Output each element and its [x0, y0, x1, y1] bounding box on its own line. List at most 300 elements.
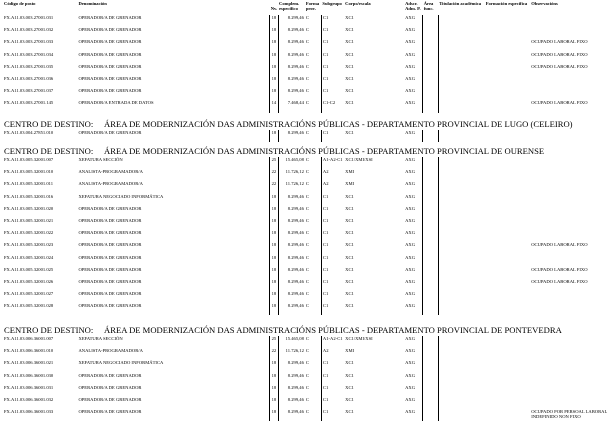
cell-denominacion: ANALISTA-PROGRAMADOR/A [78, 169, 143, 175]
cell-nivel: 14 [270, 100, 278, 112]
cell-adscr: AXG [405, 336, 416, 341]
cell-codigo: FX.A11.03.005.32001.025 [4, 266, 54, 272]
header-adscr: Adscr. Adm. P. [405, 1, 421, 11]
cell-corpo: XC1 [345, 303, 354, 309]
cell-empty [438, 15, 485, 27]
cell-empty [438, 397, 485, 409]
cell-forma: C [305, 51, 309, 57]
header-forma: Forma prov. [305, 1, 320, 11]
cell-adscr: AXG [405, 303, 416, 309]
cell-codigo: FX.A11.03.005.32001.020 [4, 205, 54, 211]
cell-forma: C [305, 193, 309, 199]
cell-complemento: 11.726,12 [278, 181, 305, 193]
cell-denominacion: OPERADOR/A DE GRENADOR [78, 88, 142, 94]
cell-subgrupo: C1 [321, 194, 344, 206]
cell-denominacion: OPERADOR/A DE GRENADOR [78, 63, 142, 69]
cell-empty [438, 206, 485, 218]
table-row [3, 409, 613, 421]
cell-subgrupo: C1 [321, 64, 344, 76]
cell-corpo: XC1 [345, 193, 354, 199]
table-row [3, 194, 613, 206]
cell-adscr: AXG [405, 75, 416, 81]
cell-subgrupo: C1 [321, 291, 344, 303]
cell-empty [423, 64, 439, 76]
cell-forma: C [305, 278, 309, 284]
cell-observaciones [530, 397, 613, 409]
cell-adscr: AXG [405, 348, 416, 354]
section-label: CENTRO DE DESTINO: [4, 119, 94, 129]
section-label: CENTRO DE DESTINO: [4, 146, 94, 156]
table-row [3, 267, 613, 279]
cell-subgrupo: C1 [321, 27, 344, 39]
cell-denominacion: XEFATURA NEGOCIADO INFORMÁTICA [78, 193, 164, 199]
cell-nivel: 22 [270, 181, 278, 193]
cell-empty [485, 348, 530, 360]
cell-observaciones: OCUPADO LABORAL FIXO [531, 63, 588, 69]
table-row [3, 39, 613, 51]
cell-complemento: 11.726,12 [278, 169, 305, 181]
cell-subgrupo: C1-C2 [321, 100, 344, 112]
table-row [3, 373, 613, 385]
cell-empty [423, 348, 439, 360]
cell-denominacion: OPERADOR/A DE GRENADOR [78, 278, 142, 284]
cell-subgrupo: C1 [321, 279, 344, 291]
cell-nivel: 18 [270, 279, 278, 291]
cell-corpo: XMI [345, 181, 355, 187]
cell-observaciones [530, 373, 613, 385]
table-row [3, 157, 613, 169]
cell-subgrupo: C1 [321, 303, 344, 315]
cell-codigo: FX.A11.03.003.27001.037 [4, 88, 54, 94]
cell-corpo: XC1 [345, 242, 354, 248]
cell-codigo: FX.A11.03.006.36001.010 [4, 348, 54, 354]
cell-empty [485, 373, 530, 385]
cell-observaciones [530, 27, 613, 39]
cell-adscr: AXG [405, 169, 416, 175]
cell-subgrupo: C1 [321, 206, 344, 218]
cell-corpo: XC1 [345, 217, 354, 223]
cell-subgrupo: C1 [321, 373, 344, 385]
cell-denominacion: OPERADOR/A DE GRENADOR [78, 384, 142, 390]
table-row [3, 181, 613, 193]
cell-subgrupo: C1 [321, 242, 344, 254]
cell-nivel: 22 [270, 348, 278, 360]
cell-empty [423, 100, 439, 112]
table-row [3, 279, 613, 291]
header-codigo: Código de posto [4, 1, 36, 6]
header-denominacion: Denominación [78, 1, 107, 6]
cell-denominacion: XEFATURA NEGOCIADO INFORMÁTICA [78, 360, 164, 366]
cell-nivel: 18 [270, 397, 278, 409]
cell-nivel: 18 [270, 39, 278, 51]
cell-codigo: FX.A11.03.005.32001.024 [4, 254, 54, 260]
cell-empty [423, 242, 439, 254]
cell-observaciones: OCUPADO LABORAL FIXO [531, 242, 588, 248]
cell-corpo: XC1 [345, 291, 354, 297]
cell-observaciones [530, 169, 613, 181]
cell-complemento: 8.299,46 [278, 242, 305, 254]
cell-complemento: 7.468,44 [278, 100, 305, 112]
cell-nivel: 18 [270, 64, 278, 76]
section-title: ÁREA DE MODERNIZACIÓN DAS ADMINISTRACIÓNS PÚBLICAS - DEPARTAMENTO PROVINCIAL DE OURENSE [104, 146, 545, 156]
cell-codigo: FX.A11.03.003.27001.035 [4, 63, 54, 69]
cell-denominacion: OPERADOR/A DE GRENADOR [78, 130, 142, 135]
section-heading-ourense [4, 147, 544, 156]
cell-codigo: FX.A11.03.005.32001.028 [4, 303, 54, 309]
cell-complemento: 8.299,46 [278, 409, 305, 421]
section-heading-pontevedra [4, 326, 562, 335]
cell-nivel: 25 [270, 336, 278, 348]
cell-complemento: 8.299,46 [278, 303, 305, 315]
table-row [3, 64, 613, 76]
cell-observaciones [530, 336, 613, 348]
cell-complemento: 8.299,46 [278, 230, 305, 242]
cell-observaciones [530, 130, 613, 142]
cell-denominacion: OPERADOR/A DE GRENADOR [78, 372, 142, 378]
cell-nivel: 18 [270, 360, 278, 372]
cell-forma: C [305, 230, 309, 236]
cell-nivel: 18 [270, 27, 278, 39]
cell-denominacion: OPERADOR/A DE GRENADOR [78, 242, 142, 248]
cell-subgrupo: C1 [321, 230, 344, 242]
cell-codigo: FX.A11.03.004.27851.010 [4, 130, 54, 135]
cell-forma: C [305, 181, 309, 187]
cell-denominacion: OPERADOR/A DE GRENADOR [78, 39, 142, 45]
cell-corpo: XC1 [345, 63, 354, 69]
cell-empty [438, 194, 485, 206]
cell-complemento: 8.299,46 [278, 267, 305, 279]
cell-subgrupo: C1 [321, 76, 344, 88]
table-row [3, 230, 613, 242]
cell-corpo: XC1 [345, 372, 354, 378]
cell-empty [423, 194, 439, 206]
table-row [3, 88, 613, 100]
cell-empty [423, 267, 439, 279]
cell-adscr: AXG [405, 63, 416, 69]
cell-adscr: AXG [405, 372, 416, 378]
cell-adscr: AXG [405, 409, 416, 415]
cell-observaciones [530, 230, 613, 242]
cell-empty [438, 157, 485, 169]
cell-empty [485, 397, 530, 409]
cell-adscr: AXG [405, 230, 416, 236]
table-row [3, 52, 613, 64]
cell-observaciones [530, 291, 613, 303]
cell-nivel: 18 [270, 88, 278, 100]
cell-denominacion: OPERADOR/A DE GRENADOR [78, 254, 142, 260]
cell-empty [485, 360, 530, 372]
cell-nivel: 18 [270, 291, 278, 303]
cell-observaciones [530, 385, 613, 397]
header-observaciones: Observacións [531, 1, 558, 6]
cell-complemento: 8.299,46 [278, 397, 305, 409]
cell-codigo: FX.A11.03.003.27001.032 [4, 27, 54, 33]
cell-corpo: XMI [345, 169, 355, 175]
cell-nivel: 25 [270, 157, 278, 169]
cell-corpo: XC1 [345, 51, 354, 57]
cell-empty [423, 15, 439, 27]
table-row [3, 348, 613, 360]
cell-adscr: AXG [405, 384, 416, 390]
section-title: ÁREA DE MODERNIZACIÓN DAS ADMINISTRACIÓNS PÚBLICAS - DEPARTAMENTO PROVINCIAL DE LUGO (CELEIRO) [104, 119, 573, 129]
cell-empty [438, 39, 485, 51]
cell-corpo: XC1 [345, 360, 354, 366]
cell-empty [423, 336, 439, 348]
table-row [3, 255, 613, 267]
cell-observaciones [530, 15, 613, 27]
cell-subgrupo: A2 [321, 169, 344, 181]
cell-forma: C [305, 100, 309, 106]
cell-complemento: 8.299,46 [278, 206, 305, 218]
table-row [3, 27, 613, 39]
cell-empty [423, 360, 439, 372]
cell-empty [485, 230, 530, 242]
cell-adscr: AXG [405, 396, 416, 402]
cell-observaciones [530, 360, 613, 372]
cell-nivel: 18 [270, 230, 278, 242]
cell-codigo: FX.A11.03.003.27001.145 [4, 100, 54, 106]
table-row [3, 76, 613, 88]
cell-codigo: FX.A11.03.006.36001.030 [4, 372, 54, 378]
header-corpo: Corpo/escala [345, 1, 371, 6]
cell-complemento: 8.299,46 [278, 279, 305, 291]
cell-codigo: FX.A11.03.005.32001.016 [4, 193, 54, 199]
cell-denominacion: OPERADOR/A DE GRENADOR [78, 396, 142, 402]
cell-complemento: 8.299,46 [278, 27, 305, 39]
cell-subgrupo: C1 [321, 267, 344, 279]
table-row [3, 303, 613, 315]
cell-forma: C [305, 409, 309, 415]
cell-empty [438, 279, 485, 291]
cell-adscr: AXG [405, 15, 416, 20]
cell-empty [438, 336, 485, 348]
table-row [3, 206, 613, 218]
cell-observaciones: OCUPADO LABORAL FIXO [531, 266, 588, 272]
cell-adscr: AXG [405, 254, 416, 260]
cell-forma: C [305, 242, 309, 248]
section-title: ÁREA DE MODERNIZACIÓN DAS ADMINISTRACIÓNS PÚBLICAS - DEPARTAMENTO PROVINCIAL DE PONTEVEDRA [104, 325, 562, 335]
cell-forma: C [305, 27, 309, 33]
table-row [3, 242, 613, 254]
cell-empty [423, 76, 439, 88]
cell-observaciones: OCUPADO LABORAL FIXO [531, 39, 588, 45]
cell-adscr: AXG [405, 242, 416, 248]
cell-corpo: XMI [345, 348, 355, 354]
cell-complemento: 8.299,46 [278, 194, 305, 206]
cell-observaciones [530, 218, 613, 230]
cell-empty [485, 194, 530, 206]
cell-denominacion: OPERADOR/A DE GRENADOR [78, 217, 142, 223]
cell-corpo: XC1 [345, 205, 354, 211]
cell-empty [423, 409, 439, 421]
cell-empty [438, 130, 485, 142]
cell-empty [485, 130, 530, 142]
table-row [3, 397, 613, 409]
cell-corpo: XC1 [345, 409, 354, 415]
table-group-3 [3, 157, 613, 315]
cell-subgrupo: C1 [321, 409, 344, 421]
cell-empty [423, 181, 439, 193]
cell-empty [423, 52, 439, 64]
cell-observaciones [530, 76, 613, 88]
cell-denominacion: OPERADOR/A DE GRENADOR [78, 27, 142, 33]
cell-complemento: 8.299,46 [278, 218, 305, 230]
cell-empty [485, 255, 530, 267]
cell-nivel: 18 [270, 130, 278, 142]
cell-empty [438, 27, 485, 39]
cell-forma: C [305, 88, 309, 94]
cell-empty [485, 218, 530, 230]
table-group-2 [3, 130, 613, 142]
cell-empty [438, 230, 485, 242]
table-group-4 [3, 336, 613, 421]
cell-forma: C [305, 217, 309, 223]
cell-empty [423, 303, 439, 315]
cell-empty [438, 64, 485, 76]
cell-codigo: FX.A11.03.005.32001.011 [4, 181, 54, 187]
cell-denominacion: OPERADOR/A DE GRENADOR [78, 75, 142, 81]
cell-complemento: 8.299,46 [278, 360, 305, 372]
cell-nivel: 18 [270, 52, 278, 64]
cell-subgrupo: C1 [321, 218, 344, 230]
cell-nivel: 18 [270, 15, 278, 27]
cell-empty [485, 15, 530, 27]
cell-empty [485, 76, 530, 88]
cell-codigo: FX.A11.03.005.32001.010 [4, 169, 54, 175]
cell-nivel: 22 [270, 169, 278, 181]
cell-codigo: FX.A11.03.005.32001.027 [4, 291, 54, 297]
cell-empty [438, 242, 485, 254]
cell-subgrupo: C1 [321, 130, 344, 142]
cell-corpo: XC1 [345, 100, 354, 106]
table-row [3, 130, 613, 142]
header-titulacion: Titulación académica [439, 1, 482, 6]
cell-corpo: XC1 [345, 75, 354, 81]
cell-codigo: FX.A11.03.006.36001.033 [4, 409, 54, 415]
cell-adscr: AXG [405, 39, 416, 45]
cell-empty [423, 218, 439, 230]
cell-denominacion: OPERADOR/A DE GRENADOR [78, 266, 142, 272]
cell-empty [423, 88, 439, 100]
cell-forma: C [305, 348, 309, 354]
cell-forma: C [305, 396, 309, 402]
cell-codigo: FX.A11.03.003.27001.033 [4, 39, 54, 45]
cell-adscr: AXG [405, 193, 416, 199]
cell-empty [485, 291, 530, 303]
cell-subgrupo: C1 [321, 360, 344, 372]
table-row [3, 336, 613, 348]
cell-subgrupo: A2 [321, 181, 344, 193]
cell-forma: C [305, 291, 309, 297]
cell-forma: C [305, 254, 309, 260]
cell-empty [438, 181, 485, 193]
cell-empty [485, 181, 530, 193]
cell-empty [438, 348, 485, 360]
cell-denominacion: ANALISTA-PROGRAMADOR/A [78, 181, 143, 187]
table-row [3, 218, 613, 230]
section-label: CENTRO DE DESTINO: [4, 325, 94, 335]
cell-denominacion: OPERADOR/A ENTRADA DE DATOS [78, 100, 154, 106]
cell-empty [438, 255, 485, 267]
cell-forma: C [305, 384, 309, 390]
cell-denominacion: OPERADOR/A DE GRENADOR [78, 51, 142, 57]
cell-forma: C [305, 372, 309, 378]
cell-empty [485, 27, 530, 39]
header-formacion: Formación específica [485, 1, 528, 6]
cell-complemento: 15.465,08 [278, 157, 305, 169]
cell-adscr: AXG [405, 266, 416, 272]
table-row [3, 100, 613, 112]
cell-observaciones [530, 255, 613, 267]
cell-empty [438, 76, 485, 88]
cell-denominacion: ANALISTA-PROGRAMADOR/A [78, 348, 143, 354]
cell-observaciones [530, 206, 613, 218]
cell-codigo: FX.A11.03.005.32001.026 [4, 278, 54, 284]
cell-empty [423, 230, 439, 242]
cell-empty [485, 39, 530, 51]
table-row [3, 360, 613, 372]
cell-codigo: FX.A11.03.006.36001.021 [4, 360, 54, 366]
cell-codigo: FX.A11.03.006.36001.007 [4, 336, 54, 341]
cell-adscr: AXG [405, 100, 416, 106]
cell-empty [438, 100, 485, 112]
cell-empty [423, 206, 439, 218]
cell-codigo: FX.A11.03.003.27001.036 [4, 75, 54, 81]
cell-empty [423, 385, 439, 397]
cell-denominacion: OPERADOR/A DE GRENADOR [78, 409, 142, 415]
cell-empty [485, 100, 530, 112]
cell-complemento: 8.299,46 [278, 39, 305, 51]
cell-observaciones [530, 88, 613, 100]
cell-codigo: FX.A11.03.005.32001.007 [4, 157, 54, 162]
cell-complemento: 15.465,08 [278, 336, 305, 348]
table-row [3, 169, 613, 181]
cell-empty [438, 88, 485, 100]
cell-empty [423, 157, 439, 169]
cell-empty [485, 64, 530, 76]
cell-empty [485, 385, 530, 397]
cell-empty [438, 409, 485, 421]
cell-empty [423, 169, 439, 181]
cell-observaciones [530, 157, 613, 169]
cell-nivel: 18 [270, 373, 278, 385]
cell-empty [423, 27, 439, 39]
cell-empty [485, 336, 530, 348]
cell-forma: C [305, 336, 309, 341]
cell-empty [423, 130, 439, 142]
cell-corpo: XC1 [345, 254, 354, 260]
cell-corpo: XC1 [345, 15, 354, 20]
cell-empty [485, 279, 530, 291]
cell-nivel: 18 [270, 385, 278, 397]
cell-observaciones [530, 181, 613, 193]
header-complemento: Complem. específico [279, 1, 300, 11]
cell-empty [485, 157, 530, 169]
cell-corpo: XC1 [345, 88, 354, 94]
cell-codigo: FX.A11.03.003.27001.034 [4, 51, 54, 57]
cell-denominacion: XEFATURA SECCIÓN [78, 157, 123, 162]
cell-subgrupo: C1 [321, 39, 344, 51]
cell-codigo: FX.A11.03.005.32001.022 [4, 230, 54, 236]
cell-forma: C [305, 157, 309, 162]
cell-empty [485, 52, 530, 64]
cell-empty [485, 242, 530, 254]
cell-nivel: 18 [270, 255, 278, 267]
cell-empty [438, 169, 485, 181]
cell-complemento: 8.299,46 [278, 15, 305, 27]
cell-observaciones [530, 194, 613, 206]
cell-empty [438, 385, 485, 397]
